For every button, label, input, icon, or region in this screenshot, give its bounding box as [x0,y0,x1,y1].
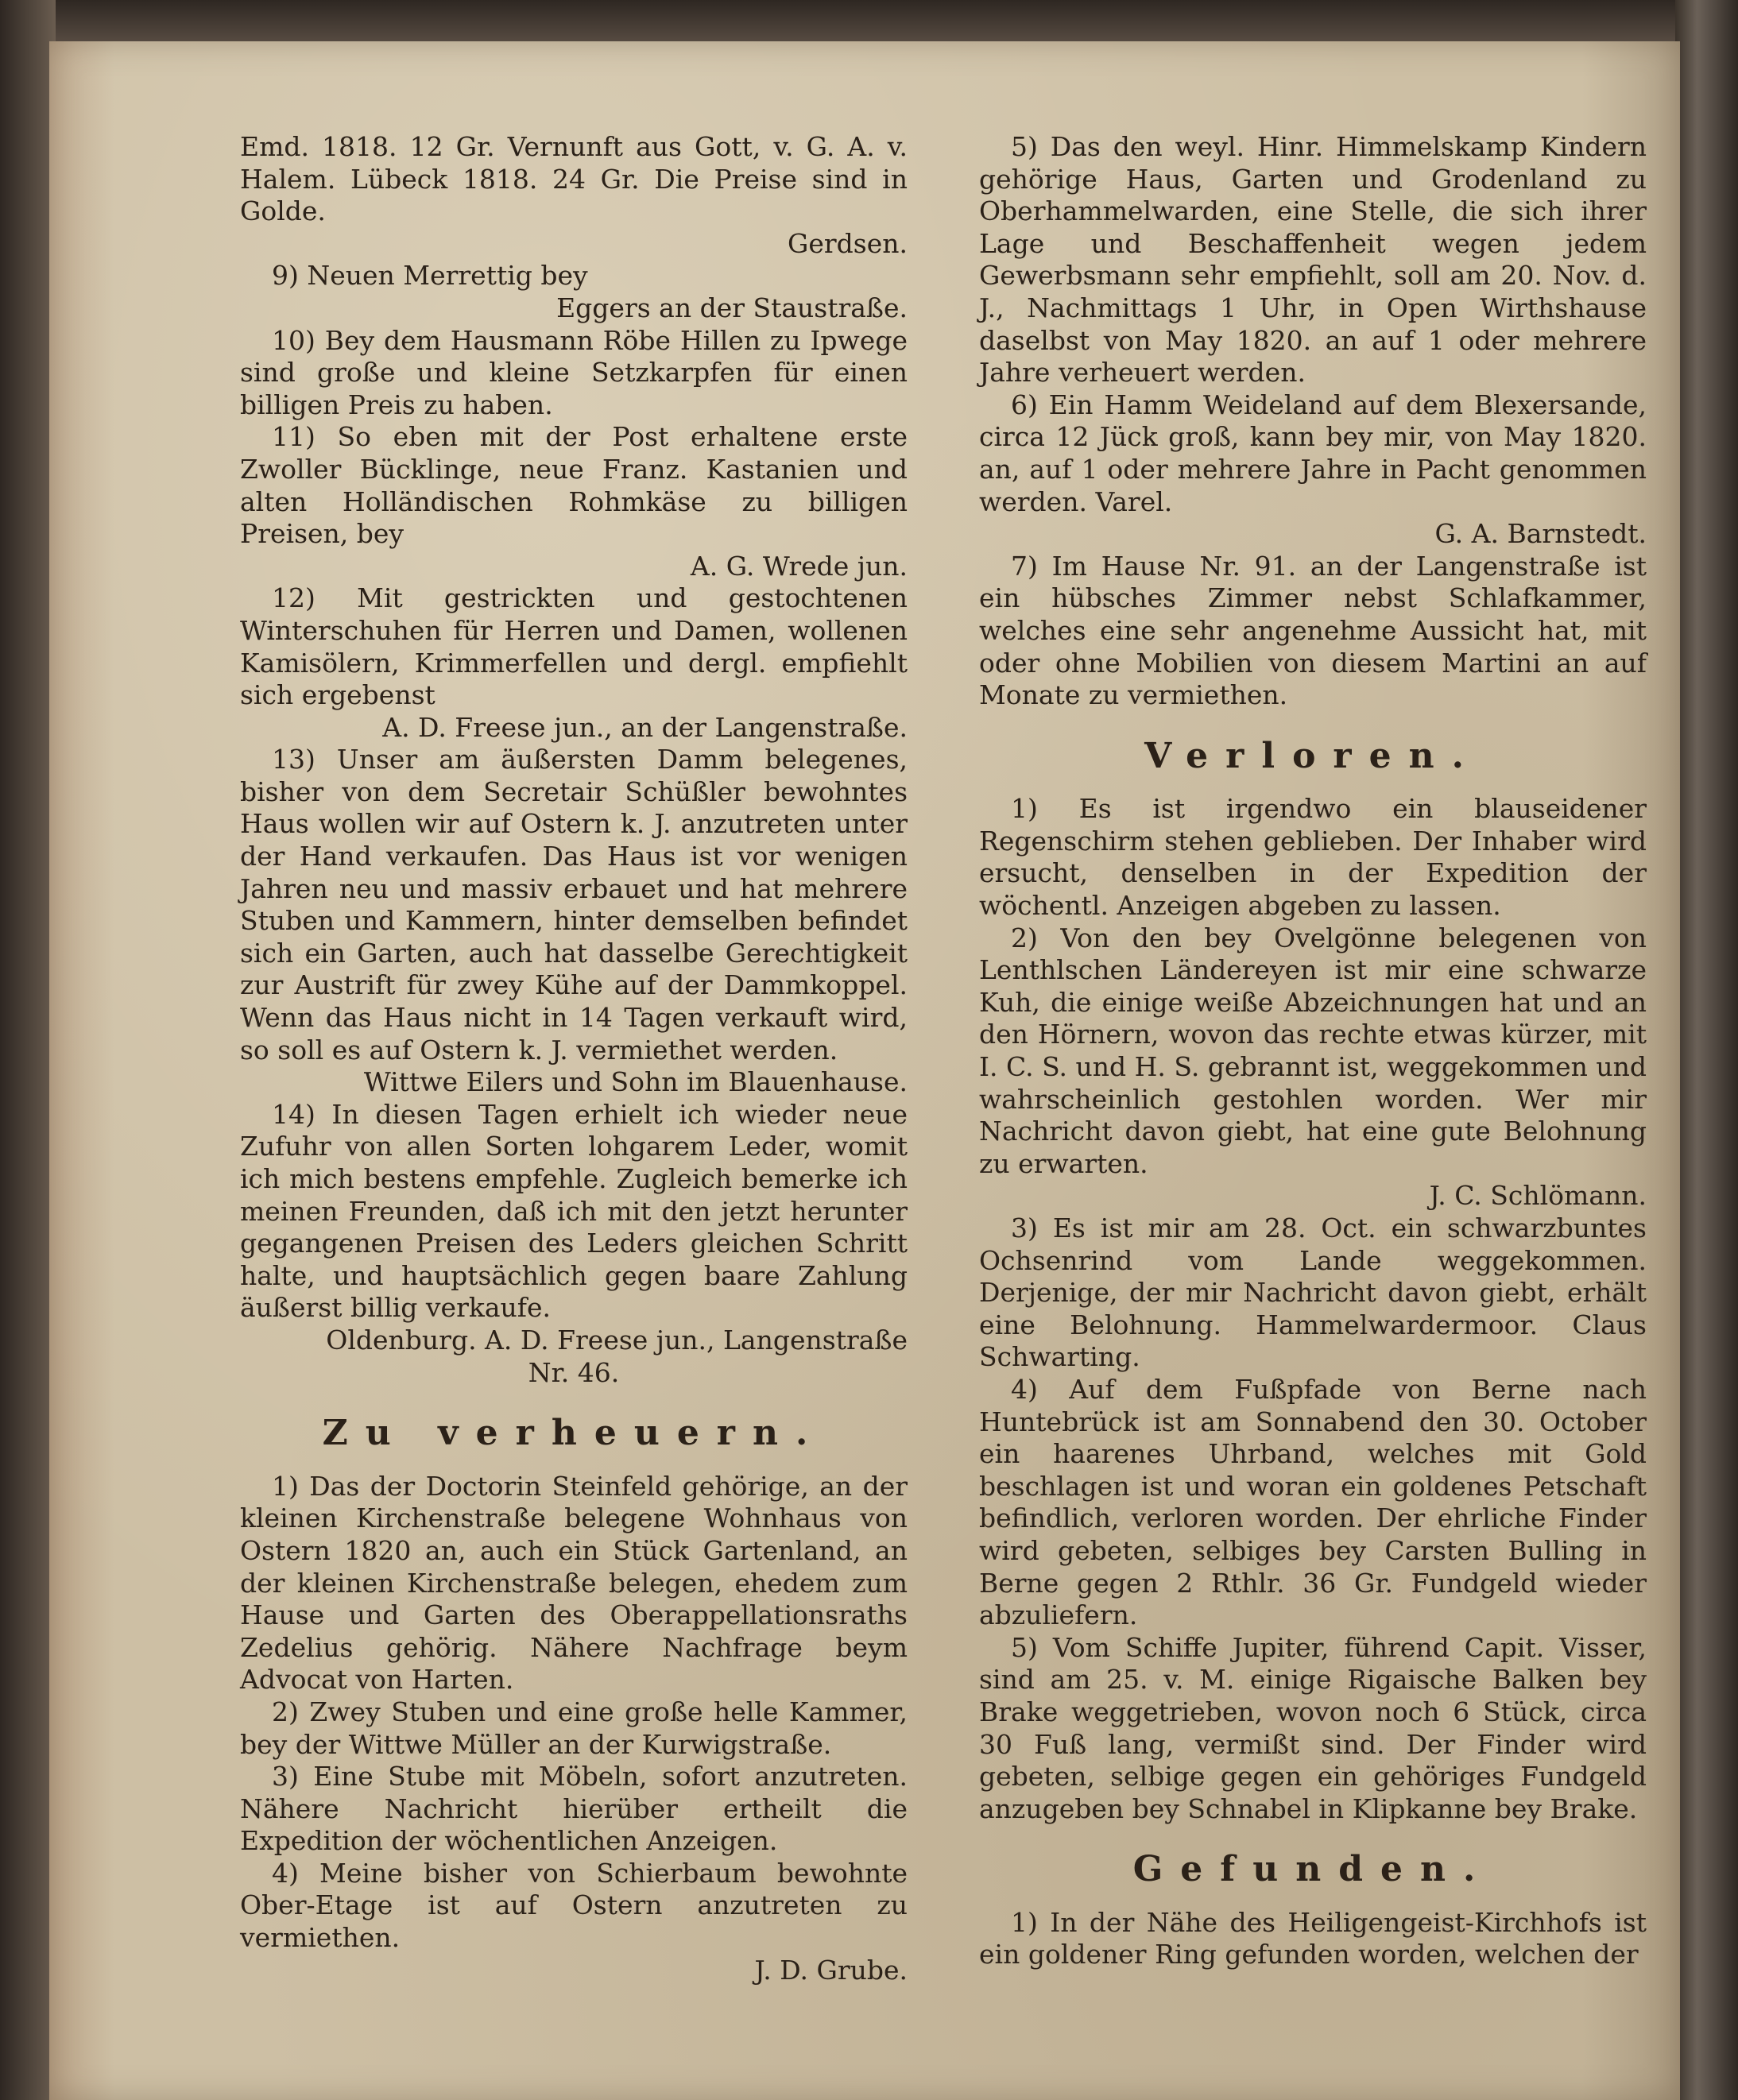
verheuern-item-3: 3) Eine Stube mit Möbeln, sofort anzutreten. Nähere Nachricht hierüber ertheilt die Expedition der wöchentlichen Anzeigen. [240,1761,908,1857]
verloren-item-2-signature: J. C. Schlömann. [1429,1180,1647,1212]
item-12-signature: A. D. Freese jun., an der Langenstraße. [382,711,908,743]
verheuern-item-5: 5) Das den weyl. Hinr. Himmelskamp Kindern gehörige Haus, Garten und Grodenland zu Oberhammelwarden, eine Stelle, die sich ihrer Lage und Beschaffenheit wegen jedem Gewerbsmann sehr empfiehlt, soll am 20. Nov. d. J., Nachmittags 1 Uhr, in Open Wirthshause daselbst von May 1820. an auf 1 oder mehrere Jahre verheuert werden. [979,131,1647,389]
verloren-item-2: 2) Von den bey Ovelgönne belegenen von Lenthlschen Ländereyen ist mir eine schwarze Kuh, die einige weiße Abzeichnungen hat und an den Hörnern, wovon das rechte etwas kürzer, mit I. C. S. und H. S. gebrannt ist, weggekommen und wahrscheinlich gestohlen worden. Wer mir Nachricht davon giebt, hat eine gute Belohnung zu erwarten. [979,922,1647,1179]
left-column [240,131,908,1986]
item-11-signature: A. G. Wrede jun. [690,550,908,582]
book-edge [1675,0,1738,2100]
verheuern-item-4: 4) Meine bisher von Schierbaum bewohnte Ober-Etage ist auf Ostern anzutreten zu vermiethen. [240,1857,908,1954]
verheuern-item-2: 2) Zwey Stuben und eine große helle Kammer, bey der Wittwe Müller an der Kurwigstraße. [240,1696,908,1760]
intro-signature: Gerdsen. [788,227,908,259]
item-9: 9) Neuen Merrettig bey [272,260,588,292]
verheuern-item-6: 6) Ein Hamm Weideland auf dem Blexersande, circa 12 Jück groß, kann bey mir, von May 1820. an, auf 1 oder mehrere Jahre in Pacht genommen werden. Varel. [979,389,1647,517]
verloren-item-4: 4) Auf dem Fußpfade von Berne nach Huntebrück ist am Sonnabend den 30. October ein haarenes Uhrband, welches mit Gold beschlagen ist und woran ein goldenes Petschaft befindlich, verloren worden. Der ehrliche Finder wird gebeten, selbiges bey Carsten Bulling in Berne gegen 2 Rthlr. 36 Gr. Fundgeld wieder abzuliefern. [979,1373,1647,1631]
scan-top-border [0,0,1738,46]
right-column [979,131,1647,1971]
gefunden-item-1: 1) In der Nähe des Heiligengeist-Kirchhofs ist ein goldener Ring gefunden worden, welchen der [979,1906,1647,1970]
item-12: 12) Mit gestrickten und gestochtenen Winterschuhen für Herren und Damen, wollenen Kamisölern, Krimmerfellen und dergl. empfiehlt sich ergebenst [240,582,908,711]
item-10: 10) Bey dem Hausmann Röbe Hillen zu Ipwege sind große und kleine Setzkarpfen für einen billigen Preis zu haben. [240,324,908,420]
verloren-item-3: 3) Es ist mir am 28. Oct. ein schwarzbuntes Ochsenrind vom Lande weggekommen. Derjenige, der mir Nachricht davon giebt, erhält eine Belohnung. Hammelwardermoor. Claus Schwarting. [979,1212,1647,1373]
verloren-item-5: 5) Vom Schiffe Jupiter, führend Capit. Visser, sind am 25. v. M. einige Rigaische Balken bey Brake weggetrieben, wovon noch 6 Stück, circa 30 Fuß lang, vermißt sind. Der Finder wird gebeten, selbige gegen ein gehöriges Fundgeld anzugeben bey Schnabel in Klipkanne bey Brake. [979,1631,1647,1824]
section-heading-verloren: Verloren. [1144,735,1481,776]
verheuern-item-4-signature: J. D. Grube. [754,1954,908,1986]
verloren-item-1: 1) Es ist irgendwo ein blauseidener Regenschirm stehen geblieben. Der Inhaber wird ersucht, denselben in der Expedition der wöchentl. Anzeigen abgeben zu lassen. [979,793,1647,922]
item-13: 13) Unser am äußersten Damm belegenes, bisher von dem Secretair Schüßler bewohntes Haus wollen wir auf Ostern k. J. anzutreten unter der Hand verkaufen. Das Haus ist vor wenigen Jahren neu und massiv erbauet und hat mehrere Stuben und Kammern, hinter demselben befindet sich ein Garten, auch hat dasselbe Gerechtigkeit zur Austrift für zwey Kühe auf der Dammkoppel. Wenn das Haus nicht in 14 Tagen verkauft wird, so soll es auf Ostern k. J. vermiethet werden. [240,744,908,1065]
item-14-number: Nr. 46. [528,1356,620,1388]
verheuern-item-1: 1) Das der Doctorin Steinfeld gehörige, an der kleinen Kirchenstraße belegene Wohnhaus von Ostern 1820 an, auch ein Stück Gartenland, an der kleinen Kirchenstraße belegen, ehedem zum Hause und Garten des Oberappellationsraths Zedelius gehörig. Nähere Nachfrage beym Advocat von Harten. [240,1470,908,1696]
scan-left-border [0,0,56,2100]
item-9-signature: Eggers an der Staustraße. [556,292,908,323]
item-13-signature: Wittwe Eilers und Sohn im Blauenhause. [363,1066,908,1098]
section-heading-verheuern: Zu verheuern. [322,1413,826,1454]
verheuern-item-7: 7) Im Hause Nr. 91. an der Langenstraße ist ein hübsches Zimmer nebst Schlafkammer, welches eine sehr angenehme Aussicht hat, mit oder ohne Mobilien von diesem Martini an auf Monate zu vermiethen. [979,550,1647,711]
section-heading-gefunden: Gefunden. [1132,1849,1493,1890]
intro-text: Emd. 1818. 12 Gr. Vernunft aus Gott, v. G. A. v. Halem. Lübeck 1818. 24 Gr. Die Preise sind in Golde. [240,131,908,227]
verheuern-item-6-signature: G. A. Barnstedt. [1434,518,1647,550]
item-14-signature: Oldenburg. A. D. Freese jun., Langenstraße [326,1324,908,1356]
item-14: 14) In diesen Tagen erhielt ich wieder neue Zufuhr von allen Sorten lohgarem Leder, womit ich mich bestens empfehle. Zugleich bemerke ich meinen Freunden, daß ich mit den jetzt herunter gegangenen Preisen des Leders gleichen Schritt halte, und hauptsächlich gegen baare Zahlung äußerst billig verkaufe. [240,1098,908,1324]
item-11: 11) So eben mit der Post erhaltene erste Zwoller Bücklinge, neue Franz. Kastanien und alten Holländischen Rohmkäse zu billigen Preisen, bey [240,421,908,550]
